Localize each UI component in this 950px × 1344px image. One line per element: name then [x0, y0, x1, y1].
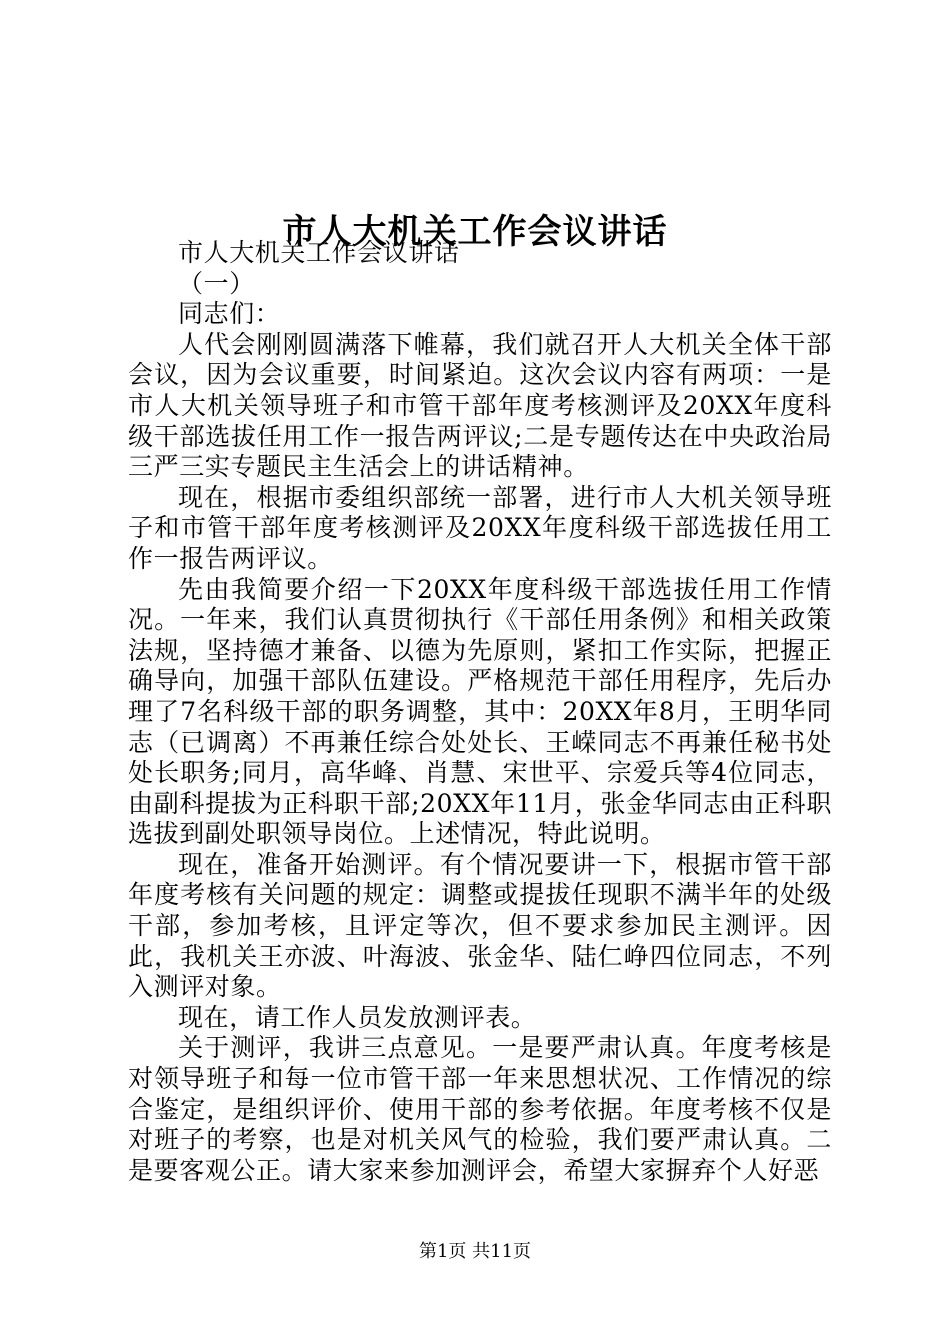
body-paragraph: 现在，请工作人员发放测评表。 — [178, 1002, 537, 1032]
body-paragraph: 现在，根据市委组织部统一部署，进行市人大机关领导班子和市管干部年度考核测评及20XX年度科级干部选拔任用工作一报告两评议。 — [128, 482, 832, 573]
page-number-footer: 第1页 共11页 — [418, 1241, 532, 1262]
body-paragraph: 同志们： — [178, 299, 281, 329]
body-paragraph: 市人大机关工作会议讲话 — [178, 238, 460, 267]
document-body — [128, 238, 832, 1186]
body-paragraph: （一） — [178, 268, 255, 298]
document-title: 市人大机关工作会议讲话 — [282, 211, 668, 252]
body-paragraph: 人代会刚刚圆满落下帷幕，我们就召开人大机关全体干部会议，因为会议重要，时间紧迫。这次会议内容有两项：一是市人大机关领导班子和市管干部年度考核测评及20XX年度科级干部选拔任用工作一报告两评议;二是专题传达在中央政治局三严三实专题民主生活会上的讲话精神。 — [128, 329, 832, 482]
body-paragraph: 先由我简要介绍一下20XX年度科级干部选拔任用工作情况。一年来，我们认真贯彻执行《干部任用条例》和相关政策法规，坚持德才兼备、以德为先原则，紧扣工作实际，把握正确导向，加强干部队伍建设。严格规范干部任用程序，先后办理了7名科级干部的职务调整，其中：20XX年8月，王明华同志（已调离）不再兼任综合处处长、王嵘同志不再兼任秘书处处长职务;同月，高华峰、肖慧、宋世平、宗爱兵等4位同志，由副科提拔为正科职干部;20XX年11月，张金华同志由正科职选拔到副处职领导岗位。上述情况，特此说明。 — [128, 574, 832, 849]
body-paragraph: 关于测评，我讲三点意见。一是要严肃认真。年度考核是对领导班子和每一位市管干部一年来思想状况、工作情况的综合鉴定，是组织评价、使用干部的参考依据。年度考核不仅是对班子的考察，也是对机关风气的检验，我们要严肃认真。二是要客观公正。请大家来参加测评会，希望大家摒弃个人好恶 — [128, 1033, 832, 1185]
body-paragraph: 现在，准备开始测评。有个情况要讲一下，根据市管干部年度考核有关问题的规定：调整或提拔任现职不满半年的处级干部，参加考核，且评定等次，但不要求参加民主测评。因此，我机关王亦波、叶海波、张金华、陆仁峥四位同志，不列入测评对象。 — [128, 849, 832, 1002]
